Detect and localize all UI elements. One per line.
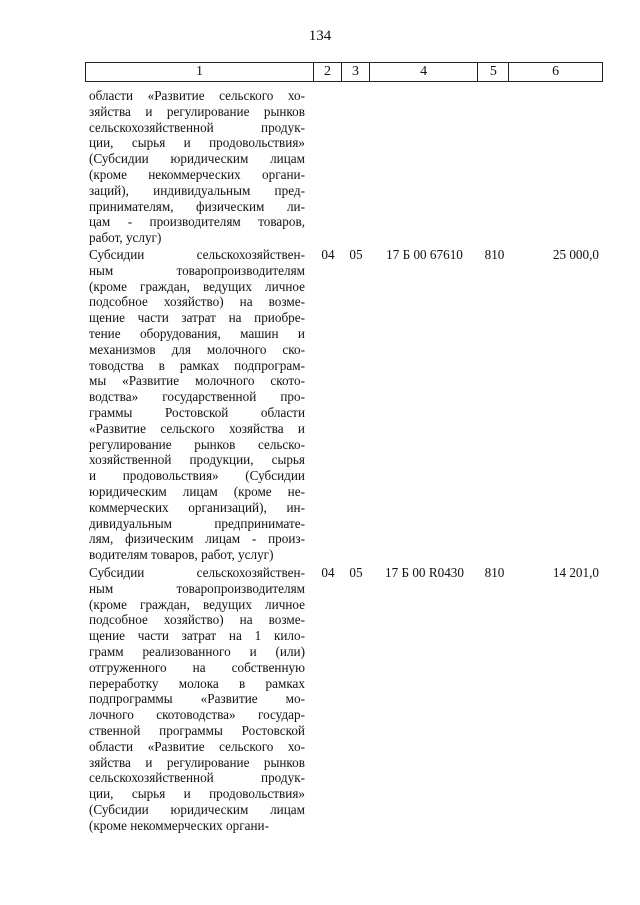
row-col-3: 05: [349, 565, 363, 580]
description-line: переработку молока в рамках: [89, 675, 305, 691]
description-line: Субсидии сельскохозяйствен-: [89, 247, 305, 262]
row-col-6: 25 000,0: [552, 247, 599, 262]
description-line: граммы Ростовской области: [89, 404, 305, 420]
row-col-4: 17 Б 00 R0430: [384, 565, 464, 580]
description-line: коммерческих организаций), ин-: [89, 499, 305, 515]
table-header-row: [85, 62, 603, 82]
description-line: лочного скотоводства» государ-: [89, 707, 305, 723]
description-line: «Развитие сельского хозяйства и: [89, 420, 305, 436]
description-line: ственной программы Ростовской: [89, 722, 305, 738]
description-line: ным товаропроизводителям: [89, 580, 305, 596]
description-line: хозяйственной продукции, сырья: [89, 452, 305, 468]
header-col-3: 3: [342, 63, 370, 81]
description-line: грамм реализованного и (или): [89, 643, 305, 659]
description-line: зяйства и регулирование рынков: [89, 103, 305, 119]
description-line: щение части затрат на 1 кило-: [89, 628, 305, 644]
description-line: Субсидии сельскохозяйствен-: [89, 565, 305, 580]
description-line: сельскохозяйственной продук-: [89, 770, 305, 786]
row-col-2: 04: [321, 247, 335, 262]
description-line: области «Развитие сельского хо-: [89, 738, 305, 754]
description-line: (кроме некоммерческих органи-: [89, 166, 305, 182]
header-col-4: 4: [370, 63, 479, 81]
description-line: (кроме некоммерческих органи-: [89, 817, 270, 833]
description-line: ции, сырья и продовольствия»: [89, 786, 305, 802]
description-line: лям, физическим лицам - произ-: [89, 531, 305, 547]
header-col-1: 1: [86, 63, 314, 81]
description-line: подпрограммы «Развитие мо-: [89, 691, 305, 707]
description-line: отгруженного на собственную: [89, 659, 305, 675]
description-line: подсобное хозяйство) на возме-: [89, 612, 305, 628]
description-line: механизмов для молочного ско-: [89, 341, 305, 357]
row-description: [89, 88, 305, 246]
row-col-5: 810: [484, 565, 505, 580]
description-line: тение оборудования, машин и: [89, 325, 305, 341]
description-line: работ, услуг): [89, 230, 162, 246]
description-line: (кроме граждан, ведущих личное: [89, 596, 305, 612]
description-line: области «Развитие сельского хо-: [89, 88, 305, 103]
description-line: (кроме граждан, ведущих личное: [89, 278, 305, 294]
row-col-3: 05: [349, 247, 363, 262]
row-col-6: 14 201,0: [552, 565, 599, 580]
row-col-4: 17 Б 00 67610: [386, 247, 463, 262]
description-line: товодства в рамках подпрограм-: [89, 357, 305, 373]
description-line: юридическим лицам (кроме не-: [89, 483, 305, 499]
description-line: цам - производителям товаров,: [89, 214, 305, 230]
description-line: сельскохозяйственной продук-: [89, 119, 305, 135]
description-line: подсобное хозяйство) на возме-: [89, 294, 305, 310]
description-line: ным товаропроизводителям: [89, 262, 305, 278]
row-col-2: 04: [321, 565, 335, 580]
description-line: и продовольствия» (Субсидии: [89, 468, 305, 484]
description-line: дивидуальным предпринимате-: [89, 515, 305, 531]
description-line: принимателям, физическим ли-: [89, 198, 305, 214]
row-description: [89, 247, 305, 563]
description-line: водителям товаров, работ, услуг): [89, 547, 274, 563]
description-line: водства» государственной про-: [89, 389, 305, 405]
description-line: щение части затрат на приобре-: [89, 310, 305, 326]
header-col-2: 2: [314, 63, 342, 81]
header-col-5: 5: [478, 63, 509, 81]
description-line: (Субсидии юридическим лицам: [89, 801, 305, 817]
row-col-5: 810: [484, 247, 505, 262]
description-line: заций), индивидуальным пред-: [89, 182, 305, 198]
description-line: регулирование рынков сельско-: [89, 436, 305, 452]
header-col-6: 6: [552, 64, 560, 79]
description-line: (Субсидии юридическим лицам: [89, 151, 305, 167]
row-description: [89, 565, 305, 834]
description-line: ции, сырья и продовольствия»: [89, 135, 305, 151]
page-number: 134: [308, 28, 332, 44]
description-line: зяйства и регулирование рынков: [89, 754, 305, 770]
description-line: мы «Развитие молочного ското-: [89, 373, 305, 389]
